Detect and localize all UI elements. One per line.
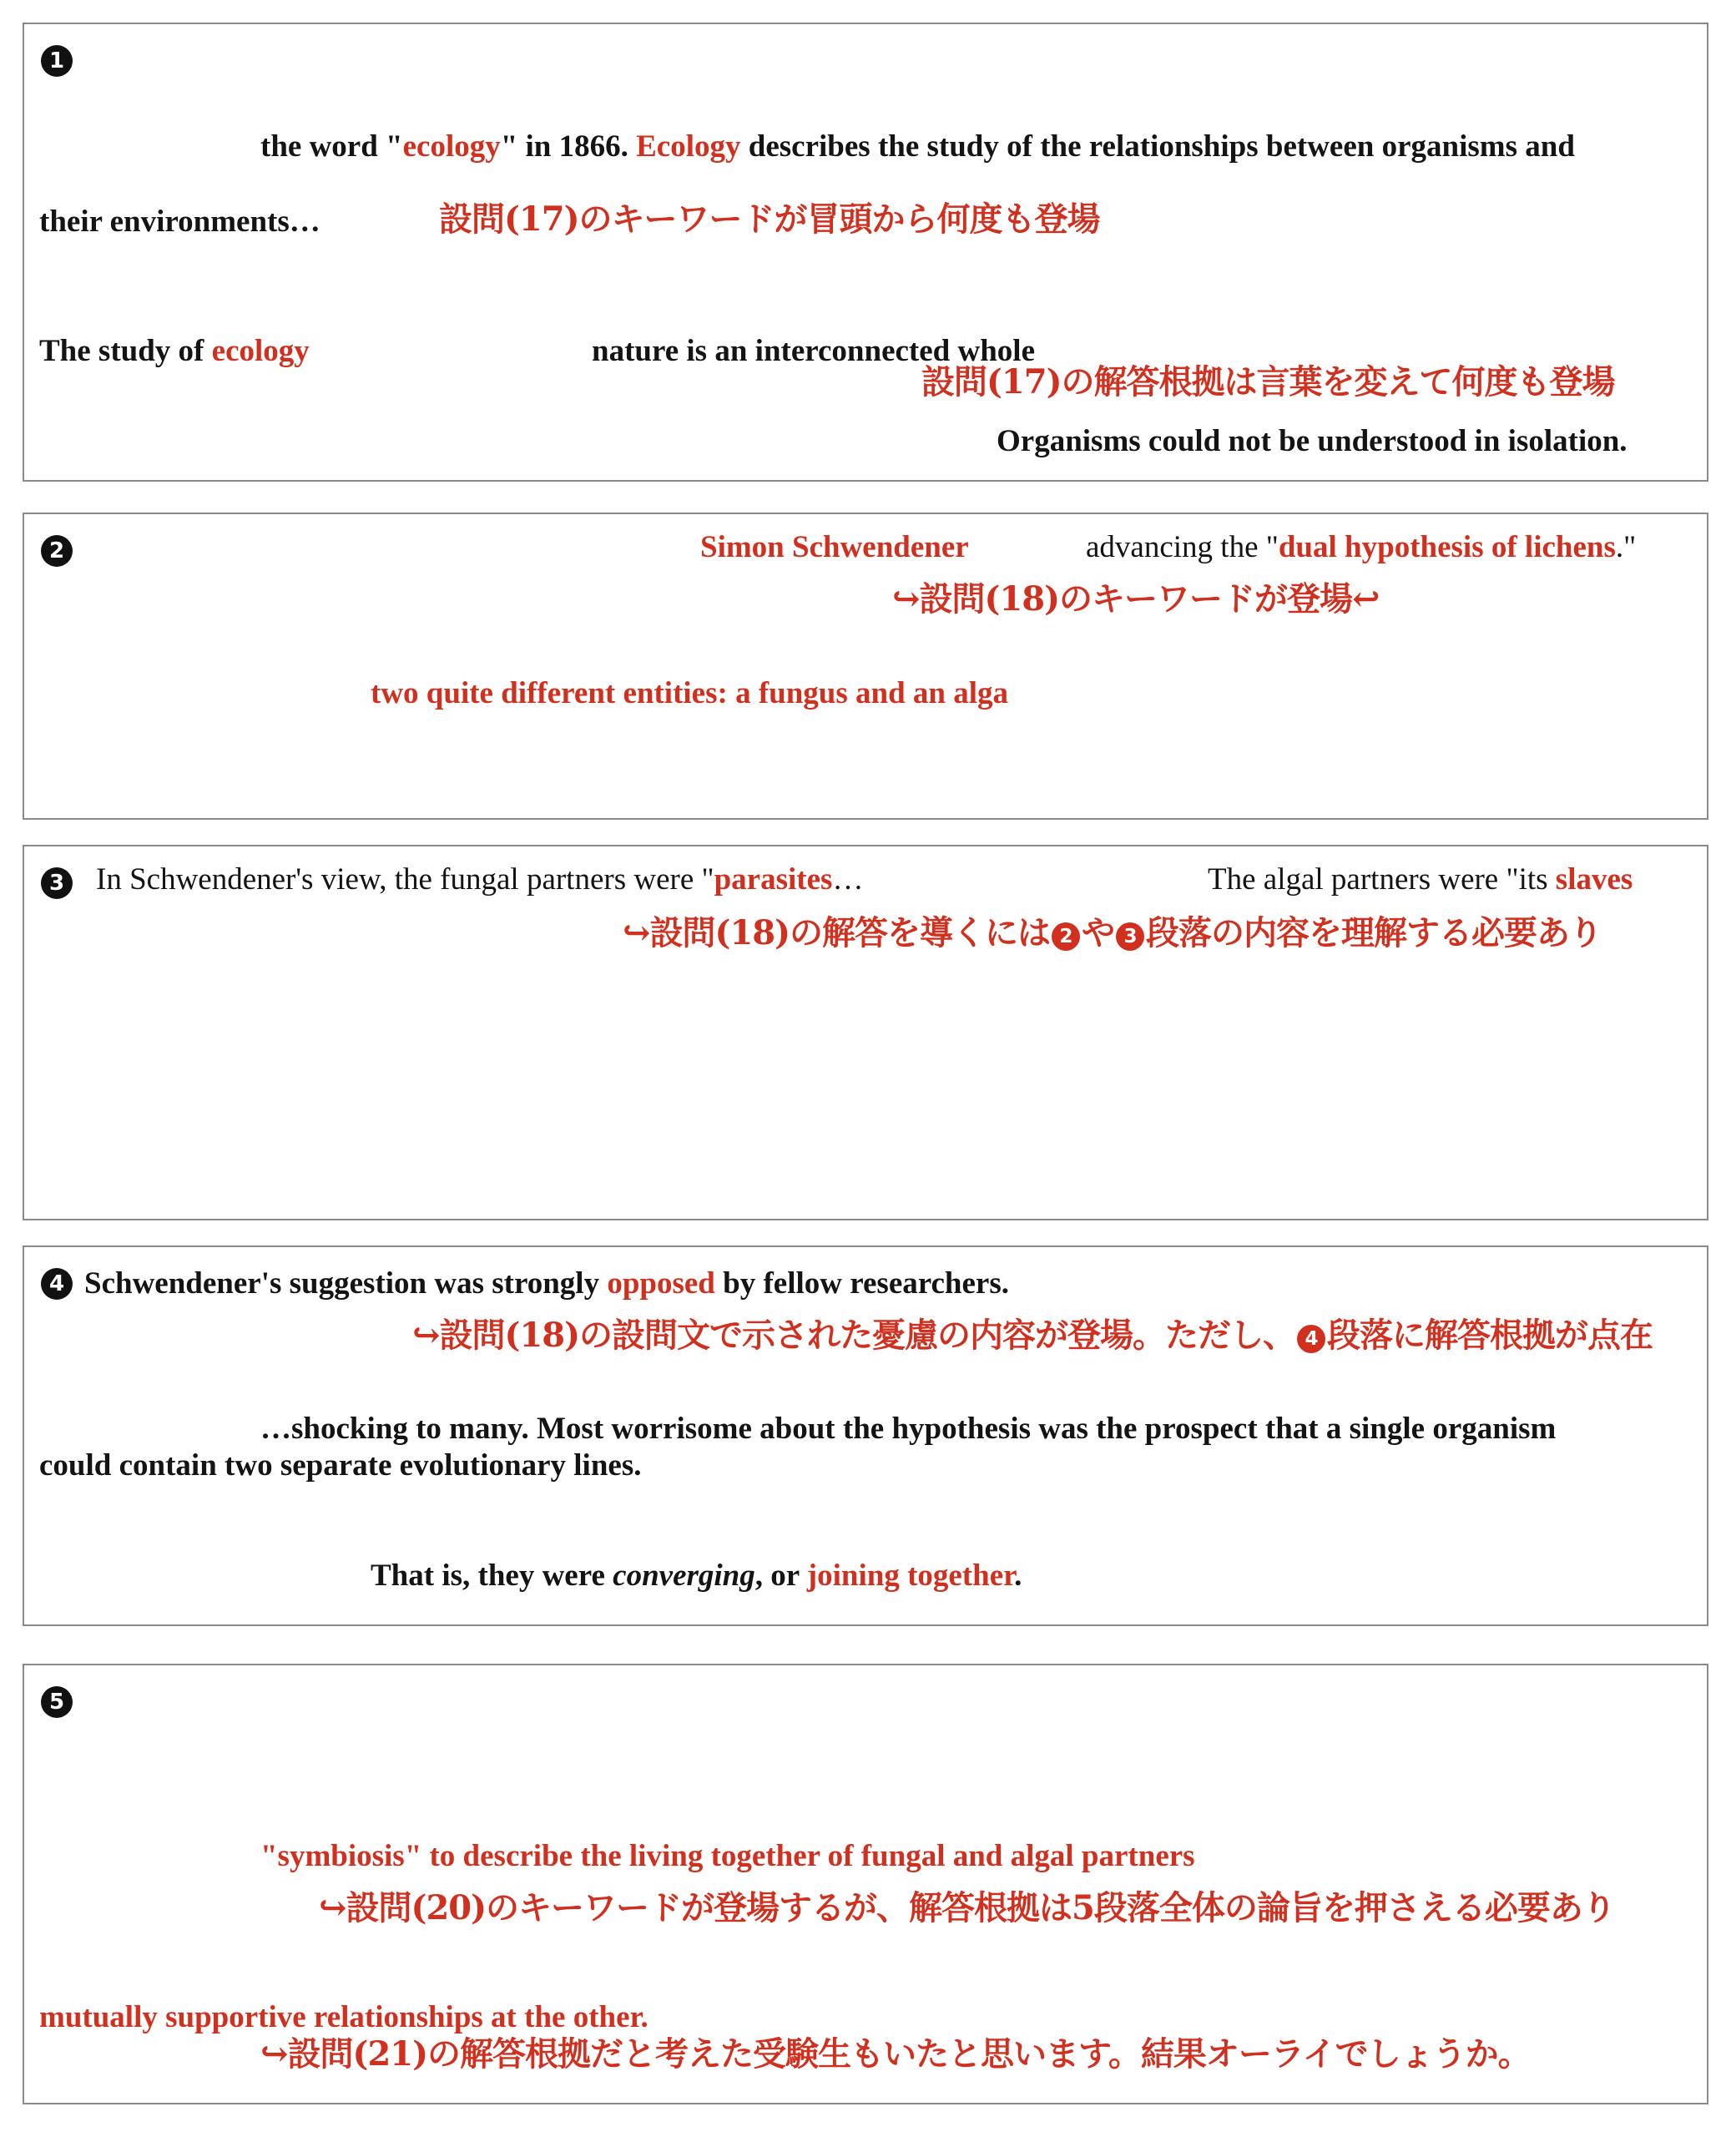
keyword-ecology-2: Ecology — [636, 129, 741, 164]
p4-line-4: That is, they were converging, or joining together. — [371, 1559, 1022, 1593]
paragraph-5-panel — [23, 1664, 1708, 2104]
p4-annotation-1: ↪設問(18)の設問文で示された憂慮の内容が登場。ただし、 4 段落に解答根拠が点在 — [412, 1316, 1653, 1355]
p3-line-1a: In Schwendener's view, the fungal partners were "parasites… — [96, 862, 864, 897]
p1-line-2: their environments… — [39, 205, 320, 239]
paragraph-number-1: 1 — [41, 45, 73, 77]
p2-line-2: two quite different entities: a fungus and an alga — [371, 676, 1009, 710]
inline-number-2: 2 — [1052, 922, 1080, 951]
p5-annotation-1: ↪設問(20)のキーワードが登場するが、解答根拠は5段落全体の論旨を押さえる必要あり — [319, 1888, 1615, 1927]
paragraph-number-4: 4 — [41, 1268, 73, 1300]
keyword-ecology-3: ecology — [211, 334, 310, 368]
keyword-converging: converging — [613, 1559, 755, 1593]
keyword-slaves: slaves — [1555, 862, 1633, 897]
paragraph-number-5: 5 — [41, 1686, 73, 1718]
p1-line-3a: The study of ecology — [39, 334, 310, 368]
paragraph-number-2: 2 — [41, 535, 73, 567]
paragraph-1-panel — [23, 23, 1708, 482]
p4-line-2: …shocking to many. Most worrisome about the hypothesis was the prospect that a single organism — [260, 1412, 1557, 1446]
paragraph-2-panel — [23, 513, 1708, 820]
inline-number-3: 3 — [1116, 922, 1144, 951]
p1-line-1: the word "ecology" in 1866. Ecology describes the study of the relationships between organisms and — [260, 129, 1575, 164]
keyword-joining-together: joining together — [806, 1559, 1015, 1593]
p1-line-3b: nature is an interconnected whole — [592, 334, 1036, 368]
p4-line-3: could contain two separate evolutionary lines. — [39, 1448, 642, 1483]
p5-annotation-2: ↪設問(21)の解答根拠だと考えた受験生もいたと思います。結果オーライでしょうか。 — [260, 2034, 1531, 2074]
p4-line-1: Schwendener's suggestion was strongly opposed by fellow researchers. — [84, 1266, 1009, 1301]
p2-annotation-1: ↪設問(18)のキーワードが登場↩ — [892, 579, 1380, 619]
keyword-ecology: ecology — [402, 129, 501, 164]
p5-line-1: "symbiosis" to describe the living together of fungal and algal partners — [260, 1839, 1195, 1873]
keyword-simon-schwendener: Simon Schwendener — [700, 530, 969, 564]
inline-number-4: 4 — [1297, 1325, 1325, 1353]
p1-annotation-1: 設問(17)のキーワードが冒頭から何度も登場 — [439, 200, 1100, 239]
p3-annotation-1: ↪設問(18)の解答を導くには 2 や 3 段落の内容を理解する必要あり — [623, 913, 1602, 952]
p1-line-4: Organisms could not be understood in isolation. — [997, 424, 1628, 458]
p1-annotation-2: 設問(17)の解答根拠は言葉を変えて何度も登場 — [921, 362, 1615, 402]
p3-line-1b: The algal partners were "its slaves — [1208, 862, 1633, 897]
p2-line-1: advancing the "dual hypothesis of lichens." — [1086, 530, 1637, 564]
keyword-opposed: opposed — [607, 1266, 715, 1301]
keyword-dual-hypothesis: dual hypothesis of lichens — [1278, 530, 1616, 564]
paragraph-3-panel — [23, 845, 1708, 1220]
paragraph-number-3: 3 — [41, 867, 73, 899]
keyword-parasites: parasites — [714, 862, 833, 897]
p5-line-2: mutually supportive relationships at the other. — [39, 2000, 648, 2034]
paragraph-4-panel — [23, 1245, 1708, 1626]
